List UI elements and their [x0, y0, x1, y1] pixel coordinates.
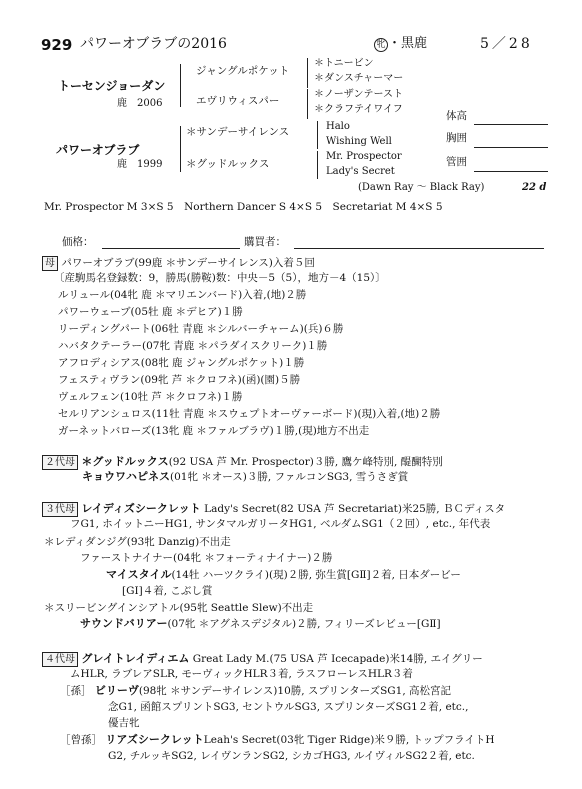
measure-height-label: 体高 — [446, 110, 467, 122]
dam3-tag: ３代母 — [42, 502, 78, 517]
dam2-foal-record: (01牝 ＊オース)３勝, ファルコンSG3, 雪うさぎ賞 — [170, 471, 409, 483]
sire-bracket — [180, 64, 181, 107]
coat-color: ・黒鹿 — [388, 36, 428, 51]
dam3-offspring: ファーストナイナー(04牝 ＊フォーティナイナー)２勝 — [80, 552, 333, 564]
dam-bracket — [180, 126, 181, 172]
grand-line: (Dawn Ray 〜 Black Ray) — [358, 182, 485, 193]
ssd-name: ＊ダンスチャーマー — [314, 73, 404, 84]
dam4-record: Great Lady M.(75 USA 芦 Icecapade)米14勝, エイグリー — [192, 653, 483, 665]
sds-name: ＊ノーザンテースト — [314, 89, 403, 100]
horse-name: パワーオブラブの2016 — [80, 36, 227, 52]
great-grandchild-name: リアズシークレット — [105, 733, 204, 746]
dam-sire-bracket — [317, 121, 318, 149]
foal-item: セルリアンシュロス(11牡 青鹿 ＊スウェプトオーヴァーボード)(現)入着,(地)２勝 — [58, 408, 441, 420]
dam3-offspring: ＊レディダンジグ(93牝 Danzig)不出走 — [44, 536, 231, 548]
dam-name: パワーオブラブ — [56, 143, 140, 157]
dam2-foal-name: キョウワハピネス — [82, 470, 170, 483]
inbreeding-line: Mr. Prospector M 3×S 5 Northern Dancer S 4×S 5 Secretariat M 4×S 5 — [44, 201, 443, 213]
ddd-name: Lady's Secret — [326, 166, 395, 177]
sire-name: トーセンジョーダン — [58, 79, 166, 93]
dam3-offspring: ＊スリービングインシアトル(95牝 Seattle Slew)不出走 — [44, 602, 314, 614]
grandchild-line — [60, 685, 451, 698]
measure-height-field[interactable] — [474, 108, 548, 125]
sex-mark: 牝 — [374, 38, 388, 52]
measure-chest-field[interactable] — [474, 131, 548, 148]
measure-cannon-label: 管囲 — [446, 156, 467, 168]
dam3-record: Lady's Secret(82 USA 芦 Secretariat)米25勝, ＢＣディスタ — [204, 503, 506, 515]
dam-headline: パワーオブラブ(99鹿 ＊サンデーサイレンス)入着５回 — [61, 257, 315, 269]
family-number: 22 d — [522, 182, 547, 193]
grandchild-title: 優吉牝 — [108, 717, 140, 729]
sire-dam-bracket — [307, 89, 308, 119]
dam2-tag: ２代母 — [42, 455, 78, 470]
lot-number: 929 — [41, 36, 73, 54]
my-style-record-cont: [GⅠ]４着, こぶし賞 — [122, 585, 213, 597]
sire-color-year: 鹿 2006 — [117, 98, 163, 109]
dam4-tag: ４代母 — [42, 652, 78, 667]
dam3-name: レイディズシークレット — [81, 502, 201, 515]
dsd-name: Wishing Well — [326, 136, 392, 147]
sound-barrier-line — [80, 618, 441, 631]
sound-barrier-name: サウンドバリアー — [80, 617, 168, 630]
dam4-name: グレイトレイディエム — [81, 652, 190, 665]
buyer-field[interactable] — [294, 234, 544, 249]
foal-item: リーディングパート(06牡 青鹿 ＊シルバーチャーム)(兵)６勝 — [58, 323, 344, 335]
great-grandchild-line — [60, 734, 495, 747]
dam3-record-cont: フG1, ホイットニーHG1, サンタマルガリータHG1, ベルダムSG1（２回）, etc., 年代表 — [70, 518, 491, 530]
grandchild-record-cont: 念G1, 函館スプリントSG3, セントウルSG3, スプリンターズSG1２着, etc., — [108, 701, 469, 713]
sound-barrier-record: (07牝 ＊アグネスデジタル)２勝, フィリーズレビュー[GⅡ] — [167, 618, 441, 630]
dam-dam: ＊グッドルックス — [186, 158, 270, 170]
foal-item: ガーネットバローズ(13牝 鹿 ＊ファルブラヴ)１勝,(現)地方不出走 — [58, 425, 370, 437]
foal-item: ヴェルフェン(10牡 芦 ＊クロフネ)１勝 — [58, 391, 243, 403]
foal-item: パワーウェーブ(05牡 鹿 ＊デヒア)１勝 — [58, 306, 243, 318]
dam-tag: 母 — [42, 256, 58, 271]
dam-sire: ＊サンデーサイレンス — [186, 126, 290, 138]
great-grandchild-record-cont: G2, チルッキSG2, レイヴンランSG2, シカゴHG3, ルイヴィルSG2２着, etc. — [108, 750, 475, 762]
my-style-record: (14牡 ハーツクライ)(現)２勝, 弥生賞[GⅡ]２着, 日本ダービー — [171, 569, 461, 581]
dam4-line1 — [42, 652, 483, 667]
dds-name: Mr. Prospector — [326, 151, 402, 162]
sire-dam: エヴリウィスパー — [196, 95, 280, 107]
grandchild-name: ビリーヴ — [94, 684, 139, 697]
price-label: 価格： — [62, 236, 94, 248]
dam2-name: ＊グッドルックス — [81, 455, 169, 468]
sire-sire: ジャングルポケット — [196, 65, 290, 77]
dam-dam-bracket — [317, 151, 318, 179]
dam2-line1 — [42, 455, 443, 470]
great-grandchild-record: Leah's Secret(03牝 Tiger Ridge)米９勝, トップフライトH — [203, 734, 495, 746]
my-style-line — [106, 569, 461, 582]
grandchild-tag: ［孫］ — [60, 685, 92, 697]
foal-item: ハバタクテーラー(07牝 青鹿 ＊パラダイスクリーク)１勝 — [58, 340, 328, 352]
foal-item: アフロディシアス(08牝 鹿 ジャングルポケット)１勝 — [58, 357, 305, 369]
measure-cannon-field[interactable] — [474, 155, 548, 172]
buyer-label: 購買者： — [244, 236, 286, 248]
dam3-line1 — [42, 502, 505, 517]
measure-chest-label: 胸囲 — [446, 132, 467, 144]
sex-color — [374, 37, 427, 52]
dam-stats: 〔産駒馬名登録数：9，勝馬(勝鞍)数：中央－5（5），地方－4（15）〕 — [54, 272, 386, 284]
dam-color-year: 鹿 1999 — [117, 159, 163, 170]
birth-date: 5／28 — [480, 36, 533, 52]
dam2-record: (92 USA 芦 Mr. Prospector)３勝, 鷹ケ峰特別, 醍醐特別 — [168, 456, 443, 468]
foal-item: ルリュール(04牝 鹿 ＊マリエンバード)入着,(地)２勝 — [58, 289, 307, 301]
dam4-record-cont: ムHLR, ラブレアSLR, モーヴィックHLR３着, ラスフローレスHLR３着 — [70, 668, 413, 680]
dam-section-headline — [42, 256, 315, 271]
price-field[interactable] — [102, 234, 240, 249]
my-style-name: マイスタイル — [106, 568, 172, 581]
dss-name: Halo — [326, 121, 350, 132]
sss-name: ＊トニービン — [314, 58, 374, 69]
grandchild-record: (98牝 ＊サンデーサイレンス)10勝, スプリンターズSG1, 高松宮記 — [138, 685, 452, 697]
dam2-line2 — [82, 471, 408, 484]
sire-sire-bracket — [307, 58, 308, 88]
sdd-name: ＊クラフテイワイフ — [314, 104, 403, 115]
foal-item: フェスティヴラン(09牝 芦 ＊クロフネ)(函)(園)５勝 — [58, 374, 301, 386]
great-grandchild-tag: ［曾孫］ — [60, 734, 102, 746]
